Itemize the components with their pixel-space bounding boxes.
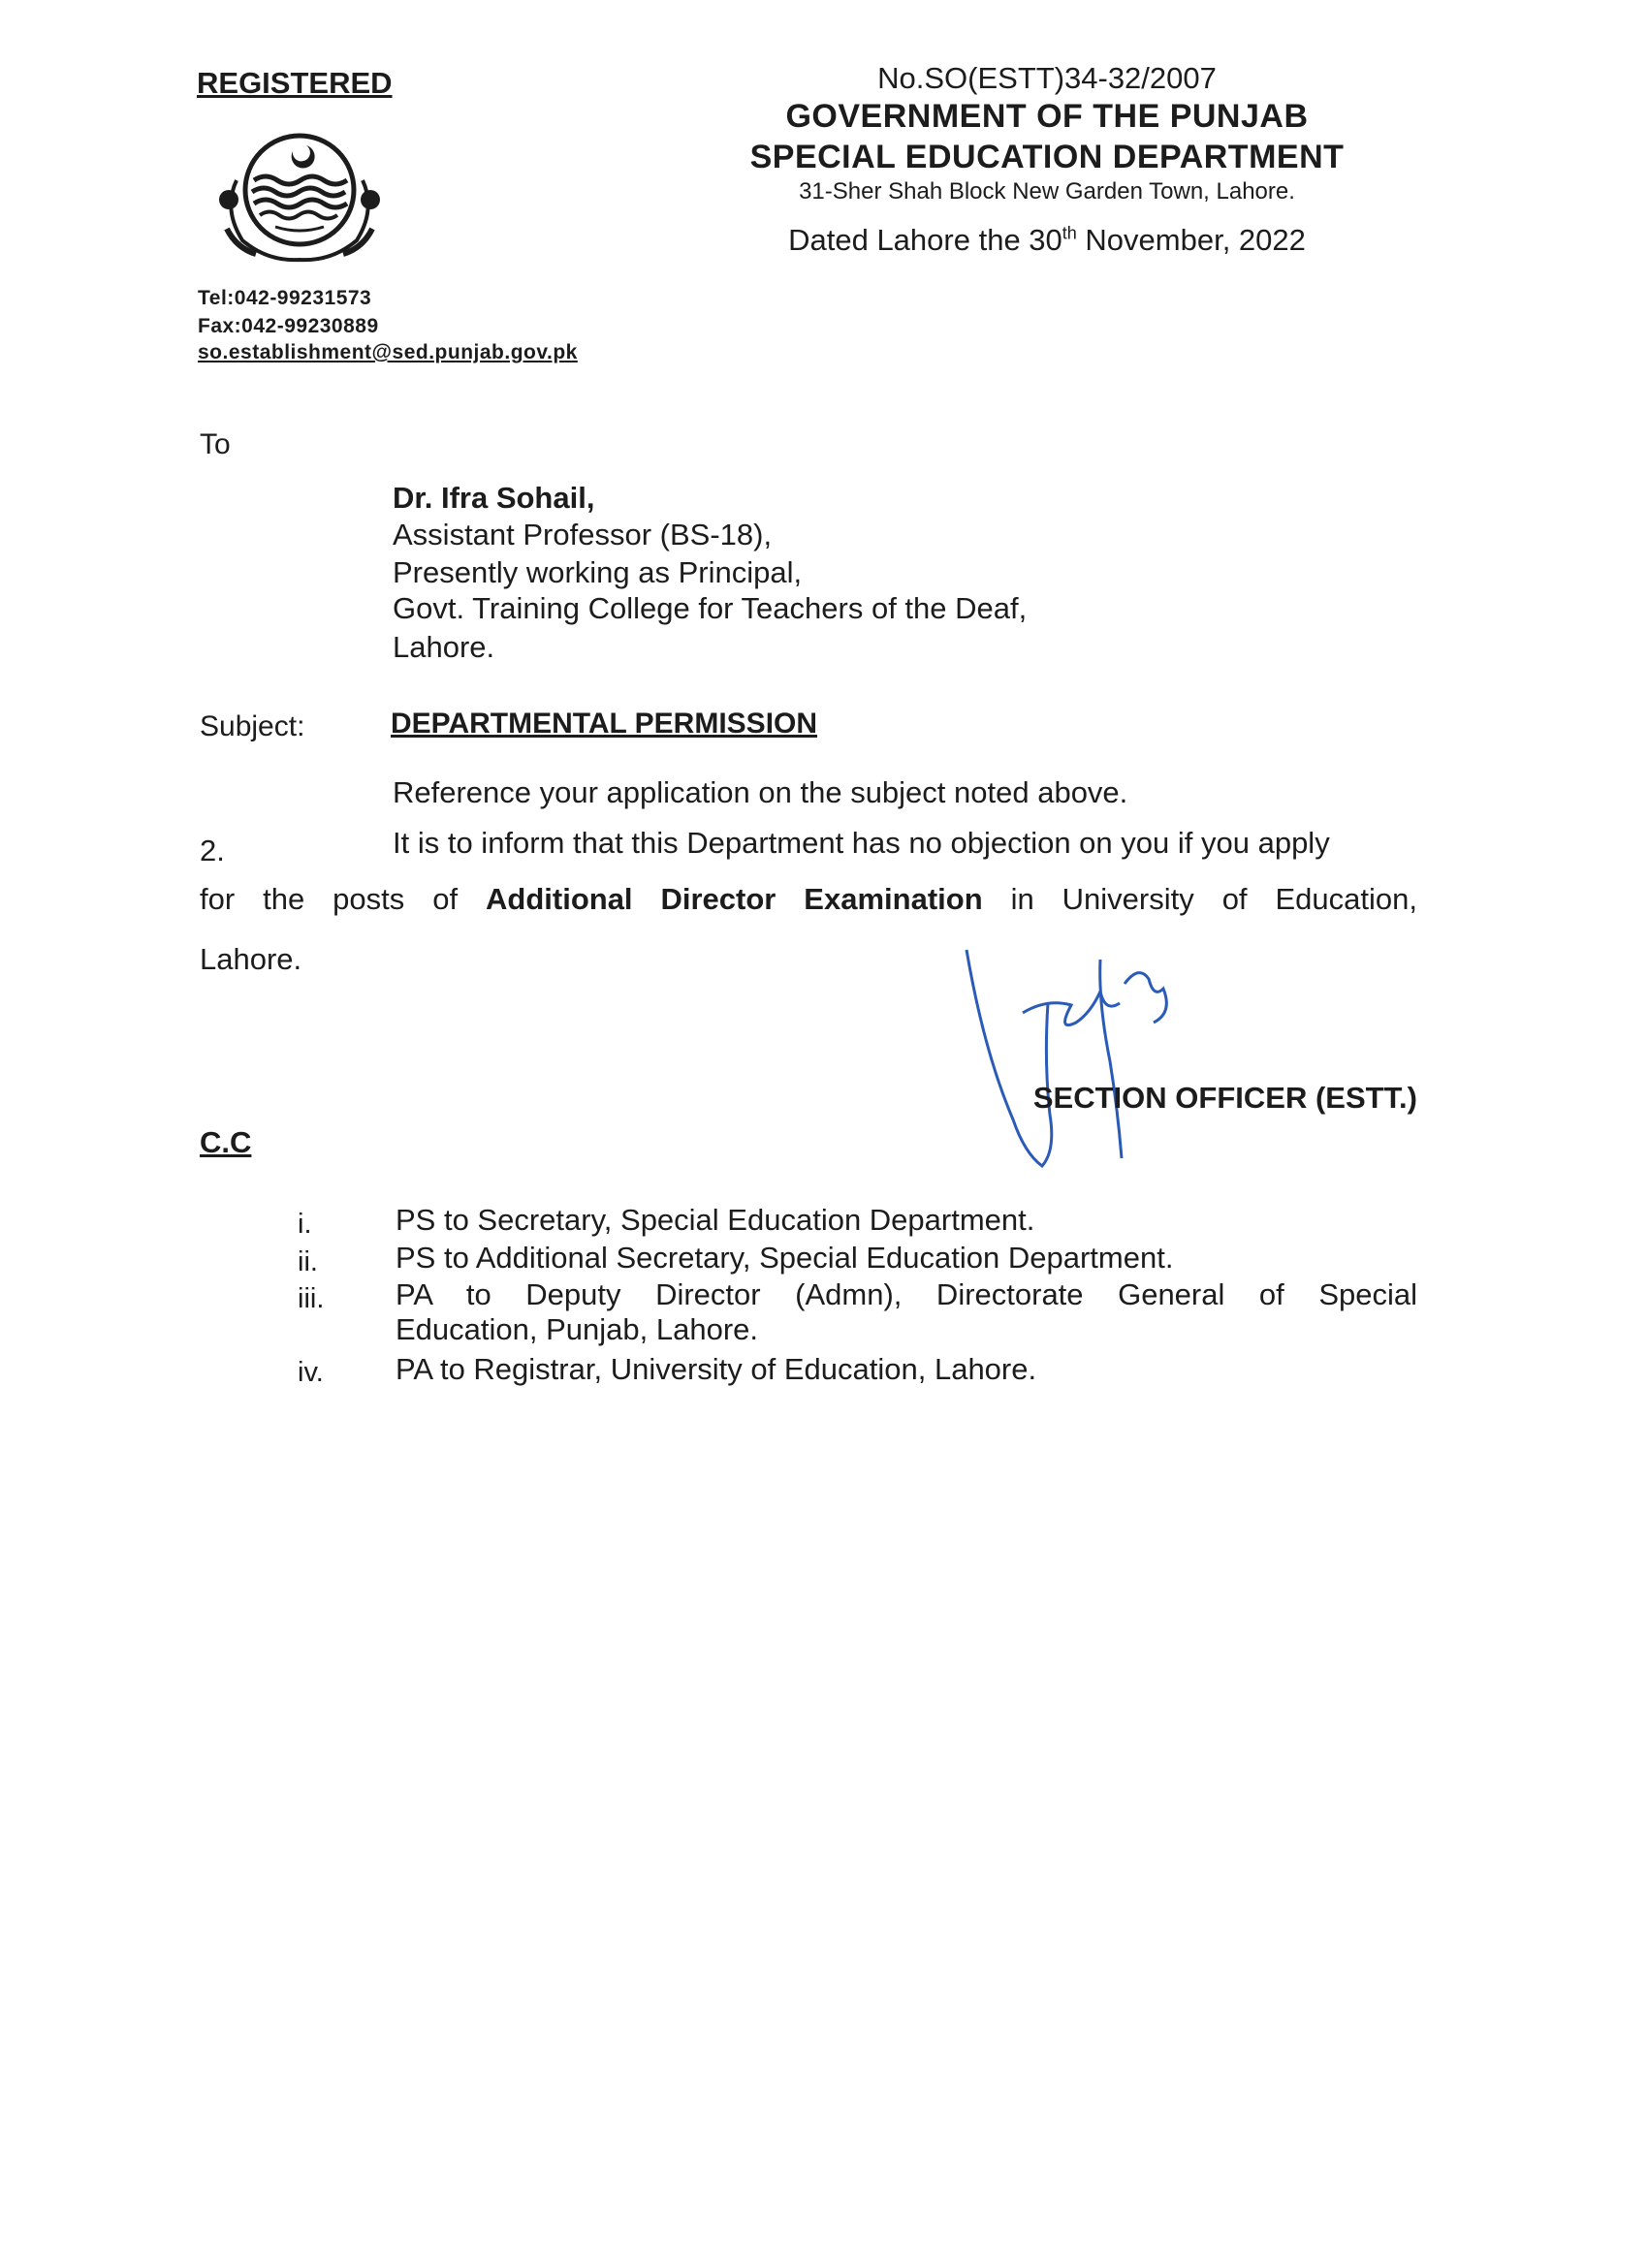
cc-item-number: i. [298,1209,312,1240]
cc-item-number: iv. [298,1357,324,1388]
to-label: To [200,428,231,460]
addressee-city: Lahore. [393,630,495,664]
department-title: SPECIAL EDUCATION DEPARTMENT [749,139,1345,175]
paragraph-2-number: 2. [200,834,225,867]
paragraph-1: Reference your application on the subject noted above. [393,775,1128,809]
cc-item: PS to Additional Secretary, Special Education Department. [396,1241,1174,1275]
paragraph-2-line-2: for the posts of Additional Director Examination in University of Education, [200,882,1417,916]
handwritten-signature [955,945,1188,1187]
reference-number: No.SO(ESTT)34-32/2007 [877,61,1217,95]
email-link[interactable]: so.establishment@sed.punjab.gov.pk [198,341,578,363]
signatory-title: SECTION OFFICER (ESTT.) [1032,1081,1417,1115]
addressee-institution: Govt. Training College for Teachers of the Deaf, [393,591,1028,625]
punjab-emblem-logo [207,122,392,266]
cc-item: PS to Secretary, Special Education Department. [396,1203,1035,1237]
date-line: Dated Lahore the 30th November, 2022 [788,223,1306,257]
post-title: Additional Director Examination [486,882,983,916]
cc-item-number: ii. [298,1246,318,1277]
cc-item-number: iii. [298,1283,325,1314]
addressee-name: Dr. Ifra Sohail, [393,481,595,515]
cc-item: PA to Deputy Director (Admn), Directorate General of Special Education, Punjab, Lahore. [396,1277,1417,1346]
cc-item: PA to Registrar, University of Education, Lahore. [396,1352,1037,1386]
registered-label: REGISTERED [197,66,393,100]
subject-label: Subject: [200,710,305,742]
subject-text: DEPARTMENTAL PERMISSION [391,708,818,740]
telephone-number: Tel:042-99231573 [198,287,372,309]
addressee-designation: Assistant Professor (BS-18), [393,518,773,551]
fax-number: Fax:042-99230889 [198,315,379,337]
cc-label: C.C [200,1125,252,1159]
department-address: 31-Sher Shah Block New Garden Town, Lahore. [799,178,1295,205]
government-title: GOVERNMENT OF THE PUNJAB [785,98,1309,135]
paragraph-2-line-1: It is to inform that this Department has no objection on you if you apply [393,826,1330,860]
addressee-position: Presently working as Principal, [393,555,803,589]
paragraph-2-line-3: Lahore. [200,942,302,976]
